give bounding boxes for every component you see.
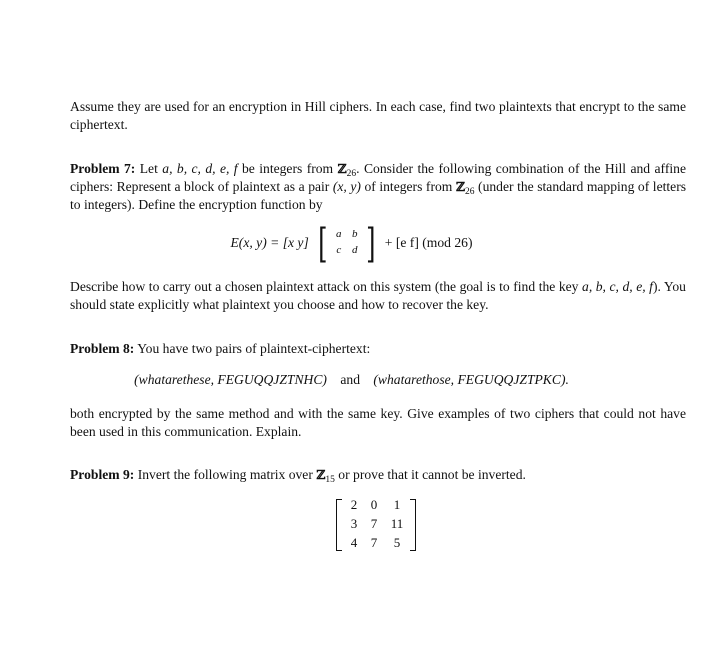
matrix-cell: 2 [350,497,358,512]
pair-xy: (x, y) [332,179,361,194]
desc-text-b: ). You should state explicitly what plaintext you choose and how to recover the key. [70,279,686,312]
left-bracket [336,499,342,551]
problem9-paragraph [70,466,686,484]
problem8-followup [70,405,686,441]
matrix-cell: 7 [370,516,378,531]
matrix-3x3 [336,497,416,553]
problem7-paragraph [70,160,686,214]
matrix-cell: 1 [393,497,401,512]
problem8-paragraph [70,340,686,358]
problem7-text-e: (under the standard mapping of letters to integers). Define the encryption function by [70,179,687,212]
ring-symbol-3: ℤ [316,467,326,482]
hill-key-matrix [315,221,378,267]
matrix-cell: 3 [350,516,358,531]
ring-symbol-2: ℤ [455,179,466,194]
encryption-equation [0,221,703,267]
matrix-cell: 5 [393,535,401,550]
intro-text: Assume they are used for an encryption in Hill ciphers. In each case, find two plaintexts that encrypt to the same ciphertext. [70,99,686,132]
problem9-text-a: Invert the following matrix over [134,467,317,482]
equation-rhs: + [e f] (mod 26) [384,235,473,251]
desc-text-a: Describe how to carry out a chosen plaintext attack on this system (the goal is to find the key [70,279,583,294]
pair-two: (whatarethose, FEGUQQJZTPKC). [373,372,569,387]
problem7-vars: a, b, c, d, e, f [162,161,238,176]
matrix-grid [331,228,363,260]
right-bracket [410,499,416,551]
problem7-text-a: Let [135,161,163,176]
matrix-cell: b [352,228,358,240]
plaintext-ciphertext-pairs [0,372,703,388]
ring-subscript-3: 15 [325,475,335,485]
problem7-text-d: of integers from [360,179,456,194]
matrix-cell: 0 [370,497,378,512]
intro-paragraph [70,98,686,134]
matrix-cell: d [352,244,358,256]
problem7-description [70,278,686,314]
ring-subscript-2: 26 [465,187,475,197]
right-bracket: ] [365,221,376,267]
problem7-text-c: . Consider the following combination of the Hill and affine ciphers: Represent a block of plaintext as a pair [70,161,686,194]
problem8-title: Problem 8: [70,341,135,356]
ring-subscript: 26 [346,169,357,179]
matrix-cell: 4 [350,535,358,550]
matrix-cell: a [336,228,342,240]
desc-key: a, b, c, d, e, f [582,279,653,294]
problem8-text: You have two pairs of plaintext-ciphertext: [134,341,371,356]
problem8-follow-text: both encrypted by the same method and with the same key. Give examples of two ciphers that could not have been used in this communication. Explain. [70,406,686,439]
left-bracket: [ [318,221,328,267]
equation-lhs: E(x, y) = [x y] [230,235,309,251]
pair-one: (whatarethese, FEGUQQJZTNHC) [134,372,327,387]
matrix-cell: 7 [370,535,378,550]
ring-symbol: ℤ [337,161,347,176]
problem9-text-b: or prove that it cannot be inverted. [334,467,526,482]
and-word: and [340,372,360,387]
problem7-title: Problem 7: [70,161,136,176]
problem7-text-b: be integers from [237,161,338,176]
problem9-title: Problem 9: [70,467,135,482]
matrix-3x3-grid [344,497,410,554]
matrix-cell: c [336,244,342,256]
matrix-cell: 11 [390,516,404,531]
